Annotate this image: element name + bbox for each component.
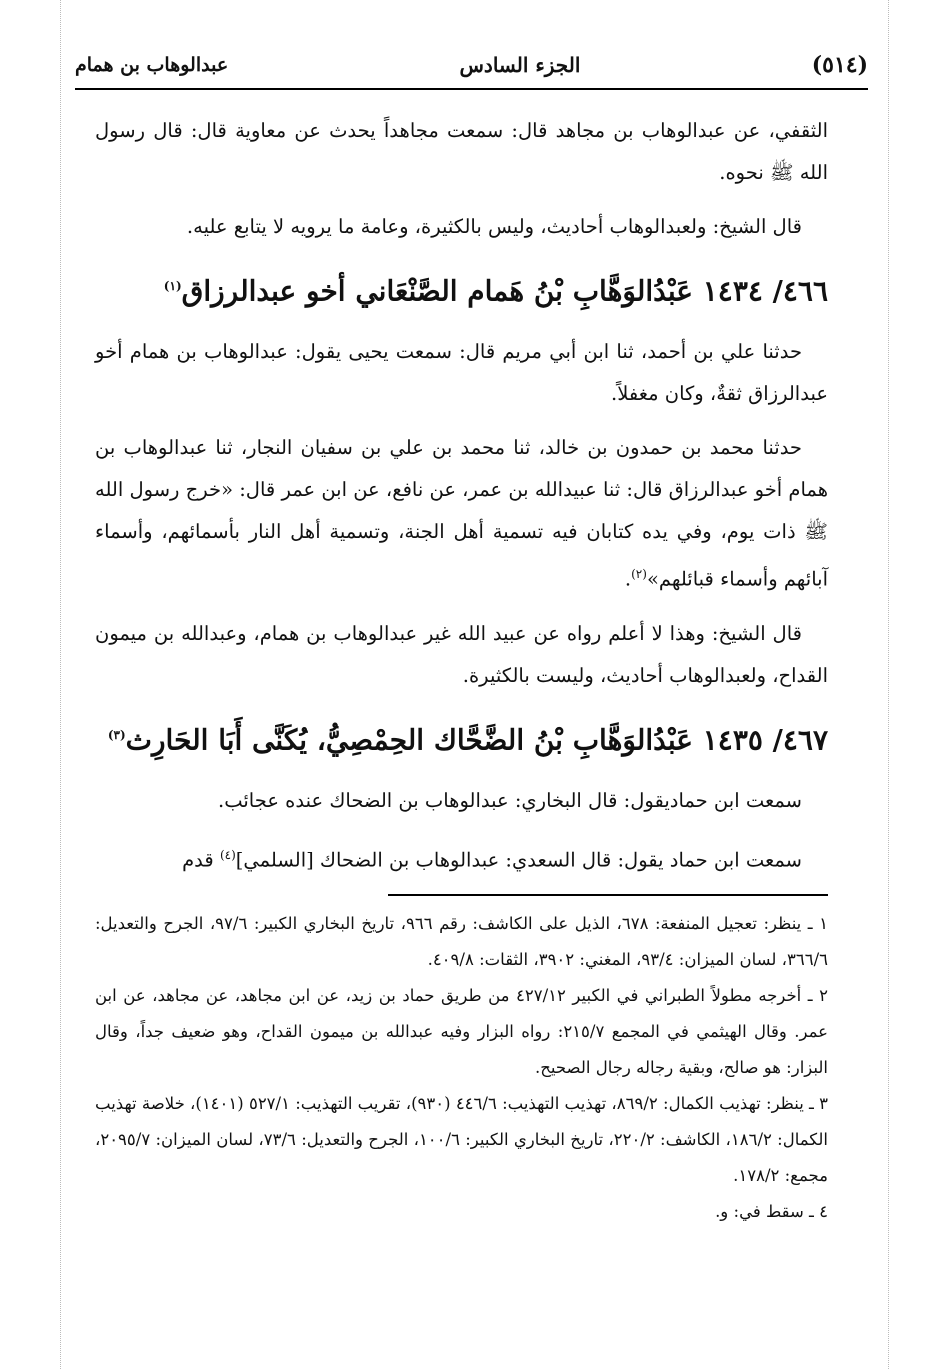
footnote-separator (388, 894, 828, 896)
footnote-ref[interactable]: (٤) (219, 848, 236, 863)
footnote: ٤ ـ سقط في: و. (715, 1201, 828, 1221)
header-page-number: (٥١٤) (811, 52, 868, 78)
paragraph-text: سمعت ابن حماد يقول: قال السعدي: عبدالوهاب بن الضحاك [السلمي] (235, 848, 802, 872)
page-body (95, 110, 828, 1230)
paragraph: الثقفي، عن عبدالوهاب بن مجاهد قال: سمعت مجاهداً يحدث عن معاوية قال: قال رسول الله ﷺ نحوه. (95, 119, 828, 184)
paragraph-text: حدثنا محمد بن حمدون بن خالد، ثنا محمد بن علي بن سفيان النجار، ثنا عبدالوهاب بن همام أخو عبدالرزاق قال: ثنا عبيدالله بن عمر، عن نافع، عن ابن عمر قال: «خرج رسول الله ﷺ ذات يوم، وفي يده كتابان فيه تسمية أهل الجنة، وتسمية أهل النار بأسمائهم، وأسماء آبائهم وأسماء قبائلهم» (95, 436, 828, 591)
entry-heading-text: ٤٦٦/ ١٤٣٤ عَبْدُالوَهَّابِ بْنُ هَمام الصَّنْعَاني أخو عبدالرزاق (181, 274, 828, 308)
header-entry-name: عبدالوهاب بن همام (75, 54, 229, 76)
entry-heading (95, 260, 828, 317)
paragraph-text: قدم (182, 848, 220, 872)
footnote: ٢ ـ أخرجه مطولاً الطبراني في الكبير ٤٢٧/١٢ من طريق حماد بن زيد، عن ابن مجاهد، عن مجاهد، عن ابن عمر. وقال الهيثمي في المجمع ٢١٥/٧: رواه البزار وفيه عبدالله بن ميمون القداح، وهو ضعيف جداً، وقال البزار: هو صالح، وبقية رجاله رجال الصحيح. (95, 985, 829, 1077)
paragraph: حدثنا محمد بن حمدون بن خالد، ثنا محمد بن علي بن سفيان النجار، ثنا عبدالوهاب بن همام أخو عبدالرزاق قال: ثنا عبيدالله بن عمر، عن نافع، عن ابن عمر قال: «خرج رسول الله ﷺ ذات يوم، وفي يده كتابان فيه تسمية أهل الجنة، وتسمية أهل النار بأسمائهم، وأسماء آبائهم وأسماء قبائلهم»$^{(٢)}$. (95, 436, 828, 591)
footnote: ٣ ـ ينظر: تهذيب الكمال: ٨٦٩/٢، تهذيب التهذيب: ٤٤٦/٦ (٩٣٠)، تقريب التهذيب: ٥٢٧/١ (١٤٠١)، خلاصة تهذيب الكمال: ١٨٦/٢، الكاشف: ٢٢٠/٢، تاريخ البخاري الكبير: ١٠٠/٦، الجرح والتعديل: ٧٣/٦، لسان الميزان: ٢٠٩٥/٧، مجمع: ١٧٨/٢. (95, 1093, 828, 1185)
footnote-ref[interactable]: (٢) (631, 567, 647, 582)
margin-dotted-line (888, 0, 889, 1369)
footnote-ref[interactable]: (١) (163, 279, 182, 293)
footnotes (95, 906, 828, 1230)
margin-dotted-line (60, 0, 61, 1369)
footnote-ref[interactable]: (٣) (107, 727, 126, 742)
paragraph (95, 834, 828, 882)
entry-heading (95, 709, 828, 766)
paragraph: سمعت ابن حماديقول: قال البخاري: عبدالوهاب بن الضحاك عنده عجائب. (218, 789, 802, 813)
paragraph: حدثنا علي بن أحمد، ثنا ابن أبي مريم قال: سمعت يحيى يقول: عبدالوهاب بن همام أخو عبدالرزاق ثقةٌ، وكان مغفلاً. (95, 340, 828, 406)
footnote: ١ ـ ينظر: تعجيل المنفعة: ٦٧٨، الذيل على الكاشف: رقم ٩٦٦، تاريخ البخاري الكبير: ٩٧/٦، الجرح والتعديل: ٣٦٦/٦، لسان الميزان: ٩٣/٤، المغني: ٣٩٠٢، الثقات: ٤٠٩/٨. (95, 913, 828, 969)
entry-heading-text: ٤٦٧/ ١٤٣٥ عَبْدُالوَهَّابِ بْنُ الضَّحَّاك الحِمْصِيُّ، يُكَنَّى أَبَا الحَارِث (125, 723, 828, 757)
header-volume: الجزء السادس (459, 53, 581, 77)
page-header (75, 42, 868, 90)
paragraph: قال الشيخ: وهذا لا أعلم رواه عن عبيد الله غير عبدالوهاب بن همام، وعبدالله بن ميمون القداح، ولعبدالوهاب أحاديث، وليست بالكثيرة. (95, 621, 828, 687)
paragraph: قال الشيخ: ولعبدالوهاب أحاديث، وليس بالكثيرة، وعامة ما يرويه لا يتابع عليه. (186, 215, 802, 238)
